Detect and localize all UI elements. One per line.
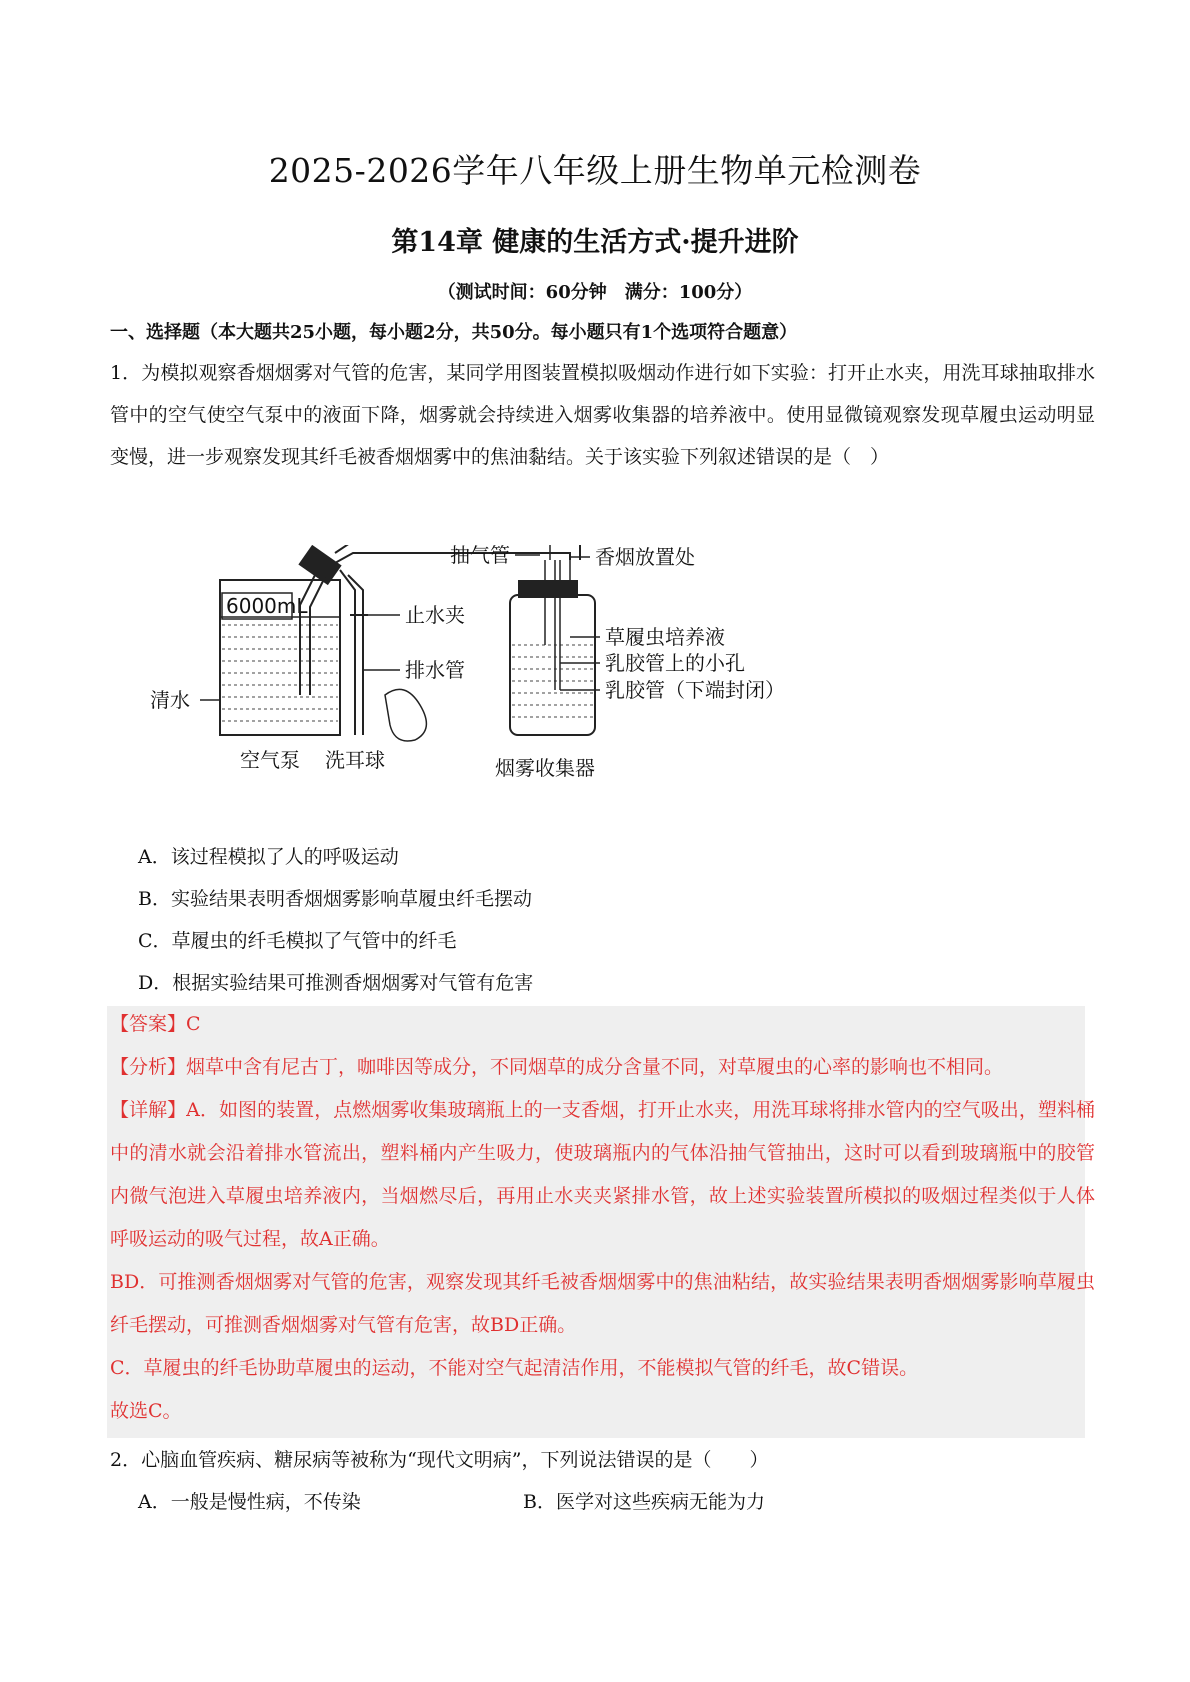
collector-stopper [518,580,578,598]
label-smoke-collector: 烟雾收集器 [495,756,595,780]
ear-bulb-shape [385,689,426,741]
label-suction-tube: 抽气管 [450,545,510,567]
option-d: D．根据实验结果可推测香烟烟雾对气管有危害 [138,972,534,994]
question-1-stem: 1．为模拟观察香烟烟雾对气管的危害，某同学用图装置模拟吸烟动作进行如下实验：打开止水夹，用洗耳球抽取排水管中的空气使空气泵中的液面下降，烟雾就会持续进入烟雾收集器的培养液中。使用显微镜观察发现草履虫运动明显变慢，进一步观察发现其纤毛被香烟烟雾中的焦油黏结。关于该实验下列叙述错误的是（ ） [110,362,1095,468]
page-title: 2025-2026学年八年级上册生物单元检测卷 [268,151,922,190]
option-a: A．该过程模拟了人的呼吸运动 [138,846,399,868]
q2-option-b: B．医学对这些疾病无能为力 [523,1491,765,1513]
chapter-subtitle: 第14章 健康的生活方式·提升进阶 [391,227,799,258]
smoke-collector-bottle [510,595,595,735]
detail-text-bd: BD．可推测香烟烟雾对气管的危害，观察发现其纤毛被香烟烟雾中的焦油粘结，故实验结果表明香烟烟雾影响草履虫纤毛摆动，可推测香烟烟雾对气管有危害，故BD正确。 [110,1271,1095,1336]
label-cigarette-holder: 香烟放置处 [595,545,695,569]
q2-option-a: A．一般是慢性病，不传染 [138,1491,361,1513]
analysis-text: 【分析】烟草中含有尼古丁，咖啡因等成分，不同烟草的成分含量不同，对草履虫的心率的影响也不相同。 [110,1056,1004,1078]
volume-label: 6000mL [226,594,308,618]
detail-text-c: C．草履虫的纤毛协助草履虫的运动，不能对空气起清洁作用，不能模拟气管的纤毛，故C错误。 [110,1357,919,1379]
label-drain-tube: 排水管 [405,658,465,682]
label-culture-fluid: 草履虫培养液 [605,625,725,649]
section-heading: 一、选择题（本大题共25小题，每小题2分，共50分。每小题只有1个选项符合题意） [110,322,798,343]
label-clamp: 止水夹 [405,603,465,627]
exam-meta: （测试时间：60分钟 满分：100分） [437,282,753,303]
label-air-pump: 空气泵 [240,748,300,772]
option-b: B．实验结果表明香烟烟雾影响草履虫纤毛摆动 [138,888,532,910]
conclusion-text: 故选C。 [110,1400,182,1422]
question-2-stem: 2．心脑血管疾病、糖尿病等被称为“现代文明病”，下列说法错误的是（ ） [110,1449,769,1471]
label-tube-hole: 乳胶管上的小孔 [605,651,745,675]
label-ear-bulb: 洗耳球 [325,748,385,772]
detail-text-a: 【详解】A．如图的装置，点燃烟雾收集玻璃瓶上的一支香烟，打开止水夹，用洗耳球将排水管内的空气吸出，塑料桶中的清水就会沿着排水管流出，塑料桶内产生吸力，使玻璃瓶内的气体沿抽气管抽出，这时可以看到玻璃瓶中的胶管内微气泡进入草履虫培养液内，当烟燃尽后，再用止水夹夹紧排水管，故上述实验装置所模拟的吸烟过程类似于人体呼吸运动的吸气过程，故A正确。 [110,1099,1095,1250]
label-water: 清水 [150,688,190,712]
label-latex-tube: 乳胶管（下端封闭） [605,678,785,702]
experiment-diagram [150,545,830,805]
option-c: C．草履虫的纤毛模拟了气管中的纤毛 [138,930,457,952]
answer-line: 【答案】C [110,1013,201,1035]
